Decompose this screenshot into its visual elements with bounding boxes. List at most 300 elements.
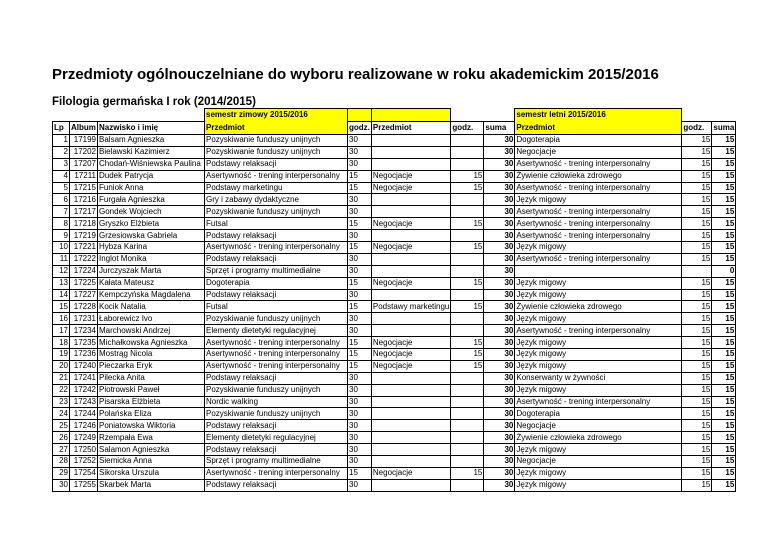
table-row	[53, 349, 736, 361]
row-summer-subject: Język migowy	[515, 277, 682, 289]
col-header-winter-sum: suma	[484, 122, 515, 135]
row-winter-subject2	[371, 289, 450, 301]
table-row	[53, 360, 736, 372]
row-winter-hours: 15	[348, 337, 372, 349]
row-winter-subject: Pozyskiwanie funduszy unijnych	[205, 135, 348, 147]
row-winter-subject: Podstawy relaksacji	[205, 158, 348, 170]
row-name: Pilecka Anita	[98, 372, 205, 384]
row-winter-subject: Podstawy relaksacji	[205, 444, 348, 456]
row-summer-subject: Żywienie człowieka zdrowego	[515, 301, 682, 313]
row-winter-sum: 30	[484, 325, 515, 337]
col-header-album: Album	[70, 122, 98, 135]
row-winter-subject: Pozyskiwanie funduszy unijnych	[205, 313, 348, 325]
row-winter-subject2: Podstawy marketingu	[372, 301, 450, 311]
row-winter-hours: 30	[348, 479, 372, 491]
row-winter-subject2	[371, 444, 450, 456]
row-winter-hours2: 15	[451, 360, 484, 372]
row-name: Bielawski Kazimierz	[98, 146, 205, 158]
row-summer-hours: 15	[682, 158, 712, 170]
row-lp: 12	[53, 265, 70, 277]
row-winter-subject2: Negocjacje	[371, 277, 450, 289]
row-winter-subject: Podstawy relaksacji	[205, 372, 348, 384]
row-winter-hours2	[451, 253, 484, 265]
col-header-winter-subject2: Przedmiot	[371, 122, 450, 135]
row-winter-subject2	[371, 396, 450, 408]
row-summer-hours: 15	[682, 432, 712, 444]
row-summer-subject: Asertywność - trening interpersonalny	[515, 325, 682, 337]
row-name: Balsam Agnieszka	[98, 135, 205, 147]
row-winter-subject2	[371, 206, 450, 218]
row-winter-subject: Asertywność - trening interpersonalny	[205, 242, 348, 254]
row-winter-hours2	[451, 206, 484, 218]
row-name: Furgała Agnieszka	[98, 194, 205, 206]
row-lp: 28	[53, 456, 70, 468]
row-winter-hours: 15	[348, 301, 372, 313]
row-album: 17255	[70, 479, 98, 491]
row-winter-sum: 30	[484, 158, 515, 170]
row-album: 17224	[70, 265, 98, 277]
row-summer-subject: Język migowy	[515, 444, 682, 456]
row-summer-sum: 15	[712, 456, 736, 468]
row-winter-hours: 30	[348, 444, 372, 456]
row-winter-hours: 30	[348, 230, 372, 242]
row-summer-sum: 15	[712, 253, 736, 265]
row-summer-sum: 15	[712, 444, 736, 456]
row-lp: 24	[53, 408, 70, 420]
row-summer-sum: 15	[712, 146, 736, 158]
row-summer-hours: 15	[682, 467, 712, 479]
row-summer-sum: 15	[712, 289, 736, 301]
row-winter-subject2: Negocjacje	[371, 467, 450, 479]
row-lp: 10	[53, 242, 70, 254]
row-winter-sum: 30	[484, 206, 515, 218]
row-winter-hours2	[451, 146, 484, 158]
row-summer-sum: 15	[712, 194, 736, 206]
row-lp: 23	[53, 396, 70, 408]
row-summer-hours: 15	[682, 349, 712, 361]
row-name: Pisarska Elżbieta	[98, 396, 205, 408]
row-winter-sum: 30	[484, 289, 515, 301]
row-winter-subject: Asertywność - trening interpersonalny	[205, 337, 348, 349]
row-lp: 4	[53, 170, 70, 182]
row-winter-hours: 30	[348, 372, 372, 384]
row-winter-subject2: Negocjacje	[371, 337, 450, 349]
row-winter-sum: 30	[484, 277, 515, 289]
row-winter-hours: 30	[348, 325, 372, 337]
row-winter-subject: Sprzęt i programy multimedialne	[205, 265, 348, 277]
row-summer-hours: 15	[682, 396, 712, 408]
table-row	[53, 479, 736, 491]
row-summer-sum: 15	[712, 337, 736, 349]
row-name: Rzempała Ewa	[98, 432, 205, 444]
row-winter-hours: 15	[348, 170, 372, 182]
row-lp: 8	[53, 218, 70, 230]
row-album: 17218	[70, 218, 98, 230]
row-winter-hours2	[451, 384, 484, 396]
row-summer-subject: Dogoterapia	[515, 135, 682, 147]
table-row	[53, 372, 736, 384]
row-winter-hours: 30	[348, 194, 372, 206]
row-summer-subject: Asertywność - trening interpersonalny	[515, 182, 682, 194]
row-summer-subject: Język migowy	[515, 467, 682, 479]
row-name: Poniatowska Wiktoria	[98, 420, 205, 432]
row-winter-subject: Dogoterapia	[205, 277, 348, 289]
page-title: Przedmioty ogólnouczelniane do wyboru realizowane w roku akademickim 2015/2016	[52, 66, 659, 83]
row-summer-subject: Język migowy	[515, 479, 682, 491]
col-header-winter-hours2: godz.	[451, 122, 484, 135]
row-winter-subject2	[371, 372, 450, 384]
row-name: Inglot Monika	[98, 253, 205, 265]
row-winter-subject: Futsal	[205, 218, 348, 230]
row-summer-hours: 15	[682, 360, 712, 372]
row-winter-subject2	[371, 420, 450, 432]
winter-semester-header: semestr zimowy 2015/2016	[205, 109, 348, 122]
row-summer-sum: 15	[712, 313, 736, 325]
row-summer-hours: 15	[682, 230, 712, 242]
header-row-columns	[53, 122, 736, 135]
row-winter-hours: 30	[348, 146, 372, 158]
row-winter-sum: 30	[484, 456, 515, 468]
row-summer-hours: 15	[682, 479, 712, 491]
row-summer-hours: 15	[682, 253, 712, 265]
row-winter-subject2: Negocjacje	[371, 360, 450, 372]
row-lp: 3	[53, 158, 70, 170]
row-album: 17231	[70, 313, 98, 325]
row-summer-hours: 15	[682, 289, 712, 301]
row-summer-sum: 15	[712, 230, 736, 242]
table-row	[53, 289, 736, 301]
row-lp: 30	[53, 479, 70, 491]
row-winter-hours2	[451, 325, 484, 337]
row-album: 17228	[70, 301, 98, 313]
row-winter-subject: Elementy dietetyki regulacyjnej	[205, 325, 348, 337]
row-winter-hours2: 15	[451, 467, 484, 479]
row-winter-subject: Podstawy relaksacji	[205, 289, 348, 301]
row-winter-subject2	[371, 135, 450, 147]
table-row	[53, 265, 736, 277]
row-winter-hours: 30	[348, 313, 372, 325]
row-lp: 27	[53, 444, 70, 456]
row-lp: 14	[53, 289, 70, 301]
row-winter-sum: 30	[484, 146, 515, 158]
table-row	[53, 206, 736, 218]
row-winter-sum: 30	[484, 218, 515, 230]
row-name: Dudek Patrycja	[98, 170, 205, 182]
summer-semester-header: semestr letni 2015/2016	[515, 109, 682, 122]
row-winter-hours2	[451, 372, 484, 384]
table-row	[53, 432, 736, 444]
row-winter-hours2	[451, 313, 484, 325]
table-row	[53, 337, 736, 349]
row-winter-hours: 30	[348, 384, 372, 396]
row-summer-sum: 15	[712, 170, 736, 182]
row-summer-subject: Konserwanty w żywności	[515, 372, 682, 384]
row-summer-hours: 15	[682, 313, 712, 325]
row-winter-hours2	[451, 289, 484, 301]
row-winter-subject2: Negocjacje	[371, 349, 450, 361]
row-summer-subject: Język migowy	[515, 384, 682, 396]
row-winter-subject2	[371, 265, 450, 277]
row-winter-hours: 30	[348, 289, 372, 301]
row-summer-subject: Język migowy	[515, 349, 682, 361]
table-row	[53, 325, 736, 337]
table-row	[53, 253, 736, 265]
row-winter-sum: 30	[484, 182, 515, 194]
row-name: Salamon Agnieszka	[98, 444, 205, 456]
row-album: 17252	[70, 456, 98, 468]
row-name: Siemicka Anna	[98, 456, 205, 468]
row-summer-subject: Język migowy	[515, 289, 682, 301]
row-winter-subject: Sprzęt i programy multimedialne	[205, 456, 348, 468]
table-row	[53, 408, 736, 420]
table-row	[53, 182, 736, 194]
row-summer-hours: 15	[682, 301, 712, 313]
row-winter-subject: Podstawy relaksacji	[205, 230, 348, 242]
row-winter-subject2	[371, 146, 450, 158]
row-summer-hours: 15	[682, 337, 712, 349]
row-lp: 13	[53, 277, 70, 289]
row-winter-subject: Elementy dietetyki regulacyjnej	[205, 432, 348, 444]
row-winter-hours2: 15	[451, 349, 484, 361]
row-name: Gryszko Elżbieta	[98, 218, 205, 230]
row-winter-sum: 30	[484, 432, 515, 444]
row-winter-subject: Futsal	[205, 301, 348, 313]
row-winter-subject: Pozyskiwanie funduszy unijnych	[205, 408, 348, 420]
row-winter-subject: Pozyskiwanie funduszy unijnych	[205, 206, 348, 218]
row-name: Sikorska Urszula	[98, 467, 205, 479]
row-winter-hours2: 15	[451, 301, 484, 313]
row-winter-hours: 15	[348, 360, 372, 372]
row-winter-hours2	[451, 479, 484, 491]
row-lp: 29	[53, 467, 70, 479]
row-album: 17222	[70, 253, 98, 265]
row-name: Kempczyńska Magdalena	[98, 289, 205, 301]
row-summer-sum: 15	[712, 277, 736, 289]
row-winter-sum: 30	[484, 372, 515, 384]
row-winter-subject2	[371, 479, 450, 491]
row-album: 17254	[70, 467, 98, 479]
row-winter-hours2	[451, 194, 484, 206]
row-summer-sum: 15	[712, 372, 736, 384]
row-summer-subject: Język migowy	[515, 360, 682, 372]
row-summer-hours: 15	[682, 206, 712, 218]
row-winter-subject2	[371, 230, 450, 242]
row-winter-subject2	[371, 313, 450, 325]
row-winter-hours: 30	[348, 253, 372, 265]
row-winter-sum: 30	[484, 253, 515, 265]
row-summer-subject: Asertywność - trening interpersonalny	[515, 253, 682, 265]
row-winter-sum: 30	[484, 242, 515, 254]
row-lp: 5	[53, 182, 70, 194]
row-album: 17249	[70, 432, 98, 444]
row-winter-hours2	[451, 420, 484, 432]
table-row	[53, 230, 736, 242]
row-summer-subject: Asertywność - trening interpersonalny	[515, 396, 682, 408]
row-album: 17244	[70, 408, 98, 420]
row-name: Jurczyszak Marta	[98, 265, 205, 277]
row-lp: 19	[53, 349, 70, 361]
row-summer-subject: Język migowy	[515, 242, 682, 254]
row-winter-sum: 30	[484, 230, 515, 242]
row-name: Marchowski Andrzej	[98, 325, 205, 337]
page-subtitle: Filologia germańska I rok (2014/2015)	[52, 96, 256, 108]
row-lp: 18	[53, 337, 70, 349]
row-lp: 25	[53, 420, 70, 432]
row-name: Grzesiowska Gabriela	[98, 230, 205, 242]
row-summer-sum: 15	[712, 325, 736, 337]
row-lp: 26	[53, 432, 70, 444]
row-summer-sum: 0	[712, 265, 736, 277]
row-winter-sum: 30	[484, 337, 515, 349]
row-album: 17225	[70, 277, 98, 289]
row-summer-sum: 15	[712, 396, 736, 408]
row-lp: 16	[53, 313, 70, 325]
row-album: 17199	[70, 135, 98, 147]
row-winter-hours: 30	[348, 265, 372, 277]
row-winter-hours2	[451, 158, 484, 170]
row-winter-subject2	[371, 384, 450, 396]
row-album: 17242	[70, 384, 98, 396]
row-album: 17241	[70, 372, 98, 384]
row-winter-hours: 30	[348, 206, 372, 218]
row-winter-subject2	[371, 194, 450, 206]
row-winter-subject: Pozyskiwanie funduszy unijnych	[205, 146, 348, 158]
row-winter-hours: 30	[348, 158, 372, 170]
row-summer-hours: 15	[682, 325, 712, 337]
row-album: 17236	[70, 349, 98, 361]
row-winter-subject2: Negocjacje	[371, 218, 450, 230]
row-name: Pieczarka Eryk	[98, 360, 205, 372]
row-summer-sum: 15	[712, 242, 736, 254]
row-winter-sum: 30	[484, 360, 515, 372]
row-winter-sum: 30	[484, 420, 515, 432]
row-summer-subject: Język migowy	[515, 313, 682, 325]
row-winter-hours2	[451, 135, 484, 147]
row-winter-hours2: 15	[451, 170, 484, 182]
row-lp: 1	[53, 135, 70, 147]
row-lp: 15	[53, 301, 70, 313]
row-winter-subject: Gry i zabawy dydaktyczne	[205, 194, 348, 206]
row-winter-subject: Asertywność - trening interpersonalny	[205, 349, 348, 361]
row-winter-sum: 30	[484, 301, 515, 313]
row-winter-hours: 30	[348, 420, 372, 432]
row-winter-subject: Asertywność - trening interpersonalny	[205, 467, 348, 479]
row-winter-hours: 15	[348, 349, 372, 361]
row-name: Mostrąg Nicola	[98, 349, 205, 361]
row-summer-sum: 15	[712, 158, 736, 170]
row-summer-sum: 15	[712, 218, 736, 230]
row-lp: 20	[53, 360, 70, 372]
row-album: 17250	[70, 444, 98, 456]
row-summer-hours: 15	[682, 146, 712, 158]
row-winter-subject: Pozyskiwanie funduszy unijnych	[205, 384, 348, 396]
row-winter-subject2	[371, 158, 450, 170]
row-winter-hours2	[451, 432, 484, 444]
row-summer-sum: 15	[712, 384, 736, 396]
table-row	[53, 135, 736, 147]
row-album: 17215	[70, 182, 98, 194]
row-winter-hours: 30	[348, 396, 372, 408]
row-summer-subject: Asertywność - trening interpersonalny	[515, 206, 682, 218]
row-winter-sum: 30	[484, 467, 515, 479]
row-winter-subject2	[371, 432, 450, 444]
row-summer-hours: 15	[682, 420, 712, 432]
row-album: 17216	[70, 194, 98, 206]
row-summer-subject: Żywienie człowieka zdrowego	[515, 432, 682, 444]
row-album: 17227	[70, 289, 98, 301]
row-summer-subject: Asertywność - trening interpersonalny	[515, 230, 682, 242]
row-summer-subject: Dogoterapia	[515, 408, 682, 420]
row-winter-hours2: 15	[451, 182, 484, 194]
row-summer-subject: Żywienie człowieka zdrowego	[515, 170, 682, 182]
row-winter-hours: 15	[348, 277, 372, 289]
table-row	[53, 467, 736, 479]
row-name: Hybza Karina	[98, 242, 205, 254]
row-winter-hours: 15	[348, 218, 372, 230]
row-name: Polańska Eliza	[98, 408, 205, 420]
row-winter-subject2	[371, 456, 450, 468]
row-winter-hours2: 15	[451, 277, 484, 289]
row-winter-subject2	[371, 253, 450, 265]
row-lp: 21	[53, 372, 70, 384]
row-winter-hours2	[451, 230, 484, 242]
row-winter-sum: 30	[484, 170, 515, 182]
table-row	[53, 218, 736, 230]
row-winter-hours2	[451, 444, 484, 456]
row-winter-hours2: 15	[451, 242, 484, 254]
row-summer-sum: 15	[712, 206, 736, 218]
row-summer-sum: 15	[712, 479, 736, 491]
row-winter-subject2: Negocjacje	[371, 182, 450, 194]
row-winter-subject2	[371, 325, 450, 337]
row-lp: 17	[53, 325, 70, 337]
col-header-summer-subject: Przedmiot	[515, 122, 682, 135]
row-album: 17217	[70, 206, 98, 218]
row-winter-subject: Asertywność - trening interpersonalny	[205, 360, 348, 372]
row-winter-hours2	[451, 456, 484, 468]
row-winter-sum: 30	[484, 479, 515, 491]
row-summer-sum: 15	[712, 135, 736, 147]
table-row	[53, 146, 736, 158]
row-summer-subject: Negocjacje	[515, 420, 682, 432]
table-row	[53, 277, 736, 289]
row-album: 17246	[70, 420, 98, 432]
row-winter-sum: 30	[484, 265, 515, 277]
row-winter-subject: Asertywność - trening interpersonalny	[205, 170, 348, 182]
row-winter-sum: 30	[484, 313, 515, 325]
row-name: Chodań-Wiśniewska Paulina	[98, 158, 205, 170]
row-summer-sum: 15	[712, 467, 736, 479]
table-row	[53, 301, 736, 313]
row-summer-hours: 15	[682, 277, 712, 289]
row-winter-hours2	[451, 396, 484, 408]
row-summer-sum: 15	[712, 301, 736, 313]
row-winter-subject2: Negocjacje	[371, 242, 450, 254]
row-album: 17219	[70, 230, 98, 242]
row-winter-hours: 30	[348, 432, 372, 444]
row-lp: 7	[53, 206, 70, 218]
row-summer-hours: 15	[682, 444, 712, 456]
table-row	[53, 313, 736, 325]
subjects-table	[52, 108, 736, 492]
row-summer-hours: 15	[682, 182, 712, 194]
row-summer-sum: 15	[712, 349, 736, 361]
row-summer-subject	[515, 265, 682, 277]
row-name: Michałkowska Agnieszka	[98, 337, 205, 349]
row-summer-hours: 15	[682, 170, 712, 182]
row-winter-sum: 30	[484, 349, 515, 361]
row-summer-sum: 15	[712, 360, 736, 372]
